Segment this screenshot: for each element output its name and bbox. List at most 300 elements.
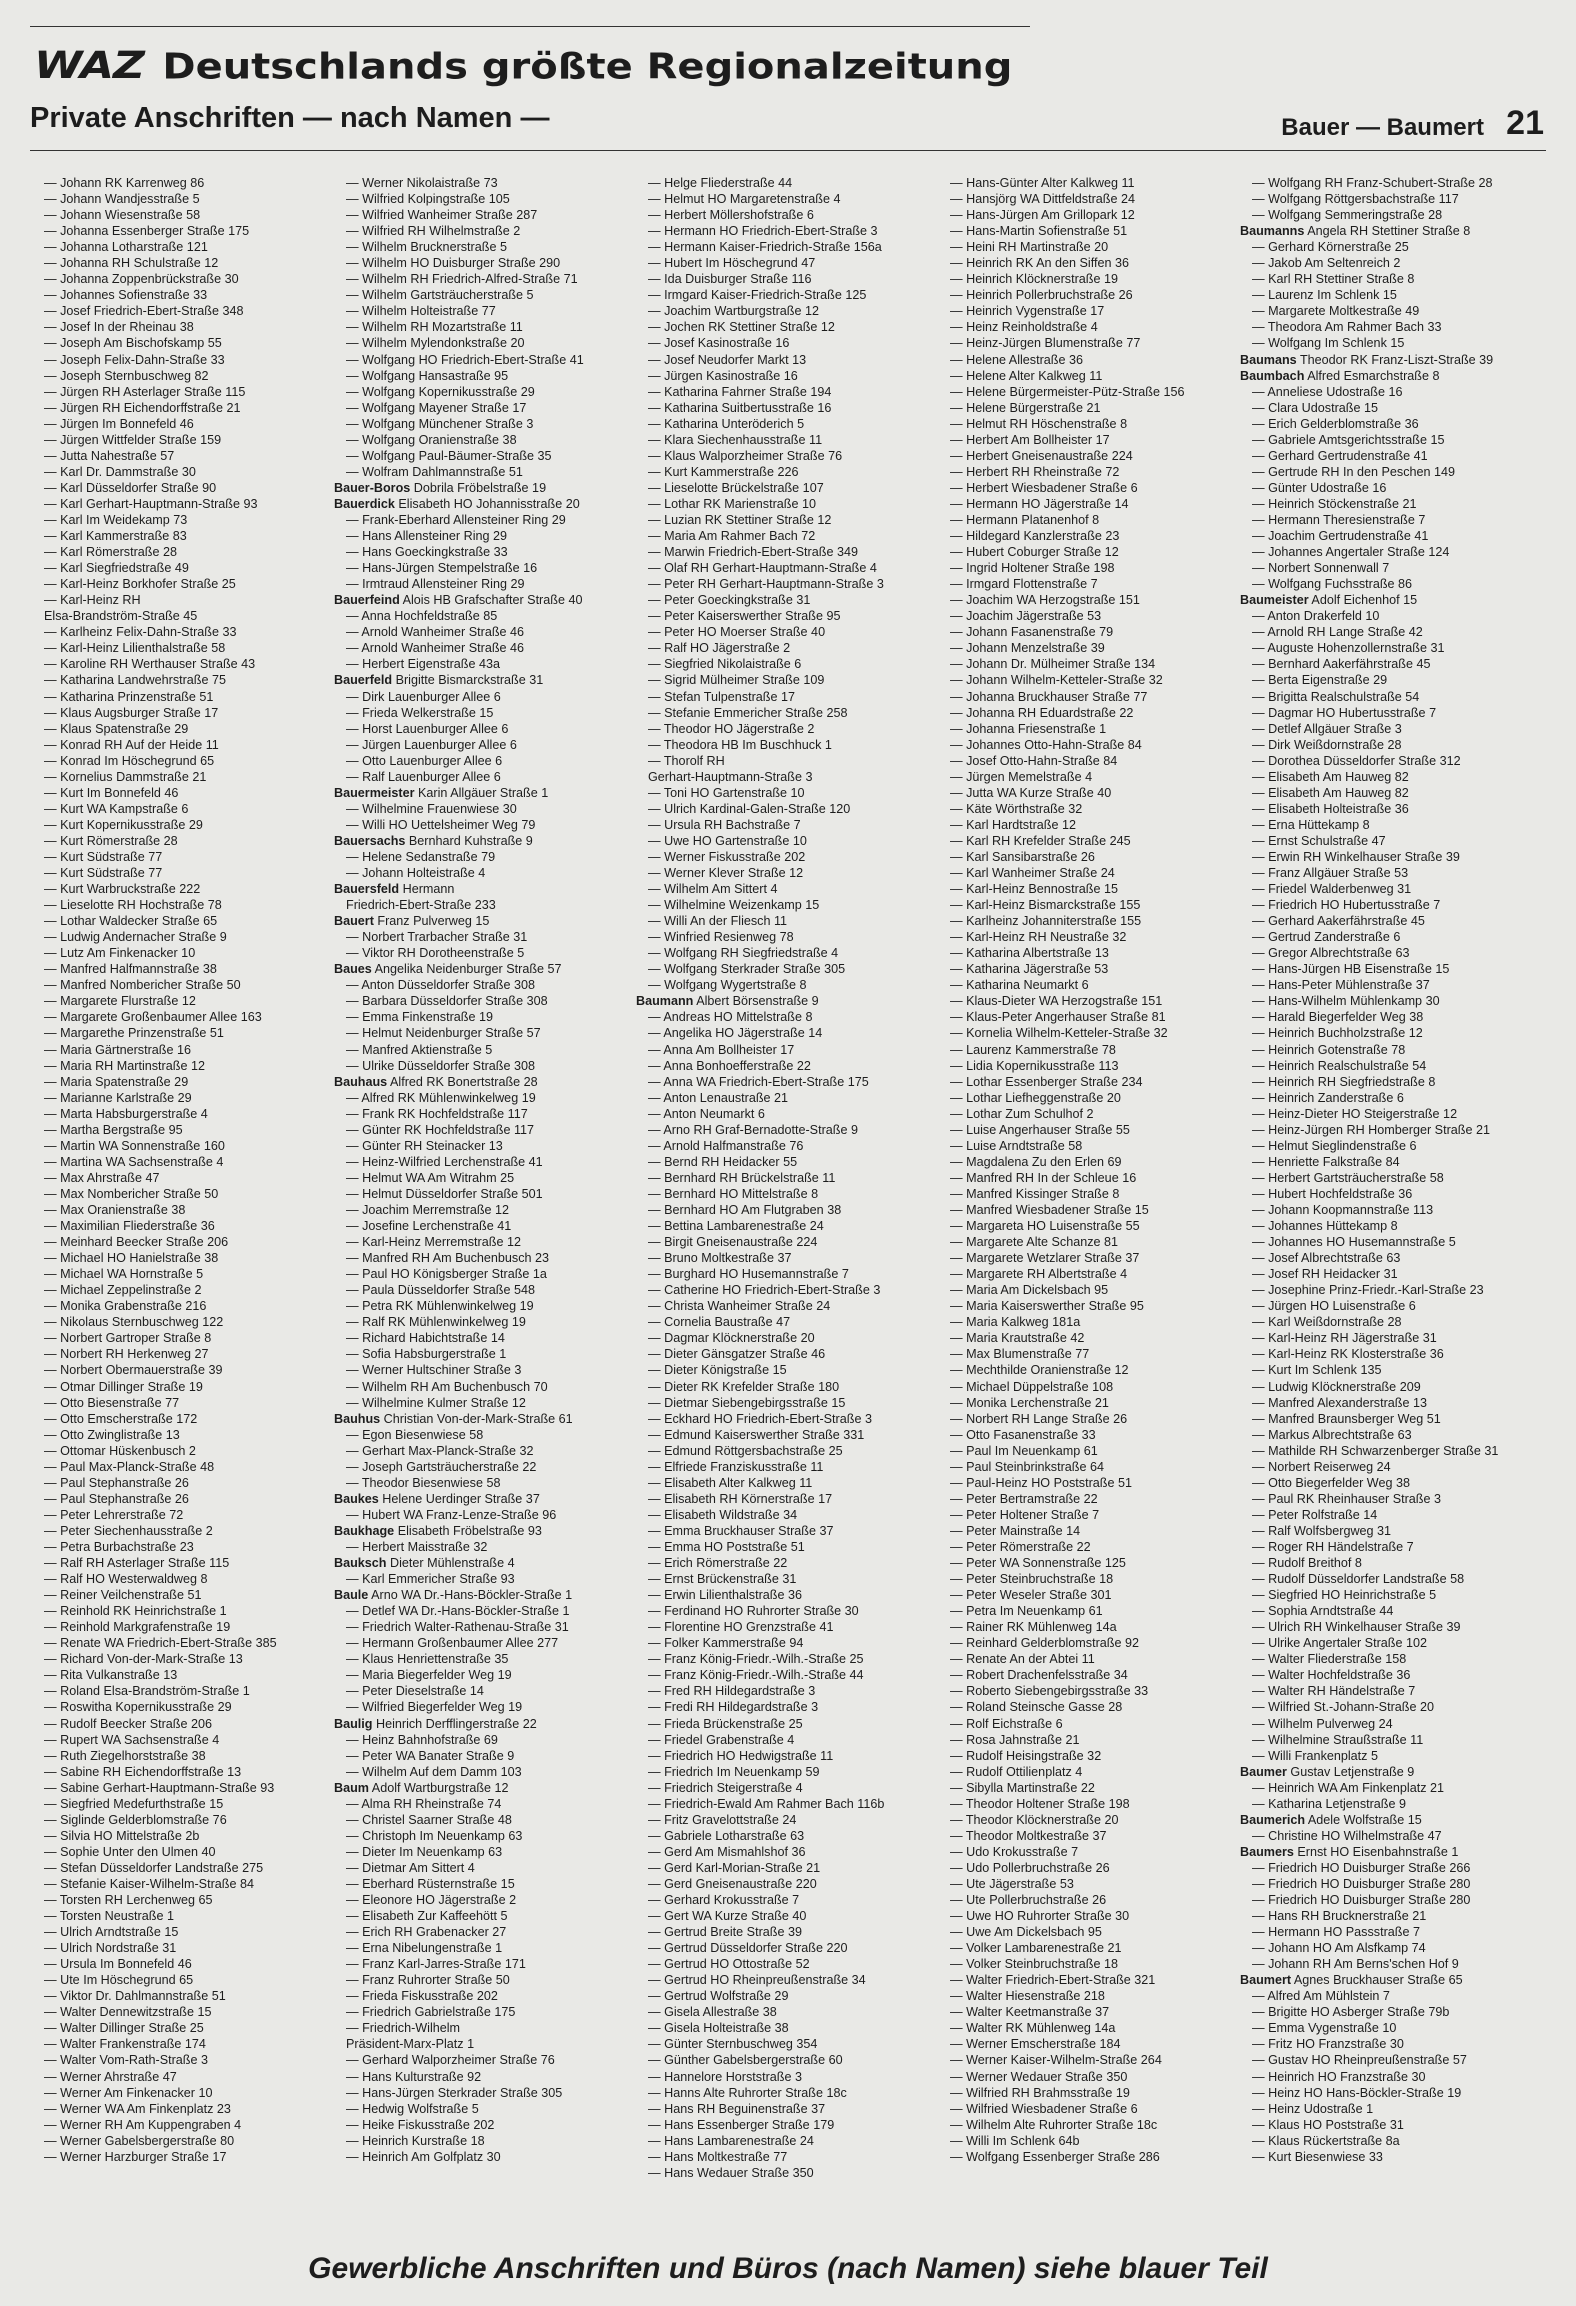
directory-entry: — Detlef WA Dr.-Hans-Böckler-Straße 1 xyxy=(346,1604,570,1619)
directory-entry xyxy=(1240,1812,1542,1828)
directory-entry: — Ernst Schulstraße 47 xyxy=(1252,833,1386,848)
directory-entry: — Johanna RH Eduardstraße 22 xyxy=(950,705,1134,720)
directory-entry: — Günther Gabelsbergerstraße 60 xyxy=(648,2053,843,2068)
directory-entry: — Irmgard Flottenstraße 7 xyxy=(950,577,1098,592)
surname-heading: Baumann xyxy=(636,994,694,1009)
surname-heading: Bauer-Boros xyxy=(334,480,411,495)
directory-entry: — Ralf Wolfsbergweg 31 xyxy=(1252,1523,1392,1538)
directory-entry: — Josef Kasinostraße 16 xyxy=(648,336,790,351)
directory-entry: — Ralf HO Westerwaldweg 8 xyxy=(44,1572,208,1587)
directory-entry: — Paula Düsseldorfer Straße 548 xyxy=(346,1283,535,1298)
directory-entry: — Katharina Suitbertusstraße 16 xyxy=(648,400,832,415)
directory-entry xyxy=(334,592,636,608)
directory-entry: — Mechthilde Oranienstraße 12 xyxy=(950,1363,1129,1378)
directory-entry: — Wilhelmine Straußstraße 11 xyxy=(1252,1732,1424,1747)
directory-entry: — Wilhelm RH Mozartstraße 11 xyxy=(346,320,523,335)
directory-entry: — Klaus Henriettenstraße 35 xyxy=(346,1652,509,1667)
directory-entry: — Ruth Ziegelhorststraße 38 xyxy=(44,1748,206,1763)
directory-entry: — Ottomar Hüskenbusch 2 xyxy=(44,1443,196,1458)
directory-entry: — Willi Im Schlenk 64b xyxy=(950,2133,1080,2148)
surname-heading: Baumert xyxy=(1240,1973,1292,1988)
directory-entry: — Wolfgang Münchener Straße 3 xyxy=(346,416,534,431)
directory-entry: — Katharina Jägerstraße 53 xyxy=(950,962,1109,977)
entry-text: Christian Von-der-Mark-Straße 61 xyxy=(380,1411,573,1426)
directory-entry: — Walter Hiesenstraße 218 xyxy=(950,1989,1105,2004)
directory-entry xyxy=(334,1411,636,1427)
surname-heading: Bauhaus xyxy=(334,1074,388,1089)
directory-entry: — Berta Eigenstraße 29 xyxy=(1252,673,1388,688)
directory-entry: — Volker Lambarenestraße 21 xyxy=(950,1941,1122,1956)
directory-entry: — Roberto Siebengebirgsstraße 33 xyxy=(950,1684,1149,1699)
entry-text: Gustav Letjenstraße 9 xyxy=(1286,1764,1415,1779)
surname-heading: Bauerdick xyxy=(334,496,395,511)
directory-entry: — Franz Karl-Jarres-Straße 171 xyxy=(346,1957,526,1972)
directory-entry: — Ute Im Höschegrund 65 xyxy=(44,1973,194,1988)
directory-entry: — Renate WA Friedrich-Ebert-Straße 385 xyxy=(44,1636,277,1651)
directory-entry: — Konrad Im Höschegrund 65 xyxy=(44,753,215,768)
directory-entry: — Theodor Biesenwiese 58 xyxy=(346,1475,501,1490)
directory-entry: — Katharina Albertstraße 13 xyxy=(950,946,1109,961)
directory-entry: — Irmtraud Allensteiner Ring 29 xyxy=(346,577,525,592)
directory-entry: — Friedrich-Ewald Am Rahmer Bach 116b xyxy=(648,1796,885,1811)
directory-entry xyxy=(334,1523,636,1539)
directory-entry xyxy=(334,496,636,512)
directory-entry: — Klaus Augsburger Straße 17 xyxy=(44,705,219,720)
directory-entry: — Detlef Allgäuer Straße 3 xyxy=(1252,721,1402,736)
directory-entry: — Margarete Alte Schanze 81 xyxy=(950,1235,1119,1250)
directory-entry: — Walter Keetmanstraße 37 xyxy=(950,2005,1110,2020)
directory-entry: — Joseph Sternbuschweg 82 xyxy=(44,368,209,383)
directory-entry: — Volker Steinbruchstraße 18 xyxy=(950,1957,1118,1972)
directory-entry: — Heinrich Stöckenstraße 21 xyxy=(1252,496,1417,511)
directory-entry: — Kurt Südstraße 77 xyxy=(44,849,163,864)
surname-heading: Bauermeister xyxy=(334,785,415,800)
directory-entry: — Heinz-Jürgen Blumenstraße 77 xyxy=(950,336,1141,351)
directory-entry: — Gertrud HO Ottostraße 52 xyxy=(648,1957,810,1972)
directory-entry: — Günter RH Steinacker 13 xyxy=(346,1138,503,1153)
directory-entry: — Lieselotte Brückelstraße 107 xyxy=(648,480,824,495)
directory-entry: — Roger RH Händelstraße 7 xyxy=(1252,1539,1414,1554)
directory-entry xyxy=(636,993,938,1009)
directory-entry: — Frieda Brückenstraße 25 xyxy=(648,1716,803,1731)
directory-entry: — Anton Düsseldorfer Straße 308 xyxy=(346,978,536,993)
directory-entry: — Angelika HO Jägerstraße 14 xyxy=(648,1026,823,1041)
directory-entry: — Heinrich RK An den Siffen 36 xyxy=(950,256,1129,271)
directory-entry: — Lothar Zum Schulhof 2 xyxy=(950,1106,1094,1121)
directory-entry: — Friedrich HO Duisburger Straße 280 xyxy=(1252,1876,1471,1891)
directory-entry: — Heinz-Wilfried Lerchenstraße 41 xyxy=(346,1154,543,1169)
directory-entry xyxy=(1240,1844,1542,1860)
directory-entry: — Herbert Am Bollheister 17 xyxy=(950,432,1110,447)
surname-heading: Baule xyxy=(334,1588,369,1603)
entry-text: Heinrich Derfflingerstraße 22 xyxy=(372,1716,537,1731)
directory-entry: — Manfred Kissinger Straße 8 xyxy=(950,1186,1120,1201)
directory-entry: — Wilhelm Auf dem Damm 103 xyxy=(346,1764,522,1779)
directory-entry: — Jakob Am Seltenreich 2 xyxy=(1252,256,1401,271)
directory-entry: — Norbert Gartroper Straße 8 xyxy=(44,1331,212,1346)
entry-text: Arno WA Dr.-Hans-Böckler-Straße 1 xyxy=(368,1588,573,1603)
directory-entry: — Helmut Sieglindenstraße 6 xyxy=(1252,1138,1417,1153)
directory-entry: — Jutta WA Kurze Straße 40 xyxy=(950,785,1112,800)
directory-entry: — Karl Kammerstraße 83 xyxy=(44,529,187,544)
directory-entry: — Klaus Walporzheimer Straße 76 xyxy=(648,448,843,463)
directory-entry: — Max Nombericher Straße 50 xyxy=(44,1186,219,1201)
directory-entry: — Paul Stephanstraße 26 xyxy=(44,1475,189,1490)
directory-entry: — Karlheinz Johanniterstraße 155 xyxy=(950,914,1142,929)
directory-entry: — Rudolf Heisingstraße 32 xyxy=(950,1748,1102,1763)
directory-entry: — Klaus-Peter Angerhauser Straße 81 xyxy=(950,1010,1166,1025)
directory-entry: — Jürgen RH Eichendorffstraße 21 xyxy=(44,400,241,415)
directory-entry: — Lothar RK Marienstraße 10 xyxy=(648,496,816,511)
directory-entry: — Werner Hultschiner Straße 3 xyxy=(346,1363,522,1378)
directory-entry: — Katharina Landwehrstraße 75 xyxy=(44,673,227,688)
directory-entry: — Erna Nibelungenstraße 1 xyxy=(346,1941,503,1956)
directory-entry: — Johannes Hüttekamp 8 xyxy=(1252,1219,1398,1234)
directory-entry: — Heinrich Zanderstraße 6 xyxy=(1252,1090,1404,1105)
directory-entry: — Karl Weißdornstraße 28 xyxy=(1252,1315,1402,1330)
directory-entry: — Kurt Südstraße 77 xyxy=(44,866,163,881)
directory-entry: — Michael HO Hanielstraße 38 xyxy=(44,1251,219,1266)
directory-entry: — Gertrud HO Rheinpreußenstraße 34 xyxy=(648,1973,866,1988)
directory-entry: — Bernhard Aakerfährstraße 45 xyxy=(1252,657,1431,672)
directory-entry: — Rupert WA Sachsenstraße 4 xyxy=(44,1732,220,1747)
directory-entry: — Margareta HO Luisenstraße 55 xyxy=(950,1219,1140,1234)
directory-entry: — Magdalena Zu den Erlen 69 xyxy=(950,1154,1122,1169)
directory-entry: — Werner Kaiser-Wilhelm-Straße 264 xyxy=(950,2053,1162,2068)
directory-entry: — Marwin Friedrich-Ebert-Straße 349 xyxy=(648,545,858,560)
directory-entry: — Karl Emmericher Straße 93 xyxy=(346,1572,515,1587)
directory-column xyxy=(938,175,1240,2225)
directory-entry: — Max Ahrstraße 47 xyxy=(44,1170,160,1185)
directory-entry: — Maria Gärtnerstraße 16 xyxy=(44,1042,191,1057)
directory-entry: — Wilfried Wiesbadener Straße 6 xyxy=(950,2101,1138,2116)
directory-entry: — Konrad RH Auf der Heide 11 xyxy=(44,737,219,752)
directory-column xyxy=(636,175,938,2225)
directory-entry: — Margarete Großenbaumer Allee 163 xyxy=(44,1010,262,1025)
directory-entry: — Joachim Gertrudenstraße 41 xyxy=(1252,529,1429,544)
directory-entry: — Peter Rolfstraße 14 xyxy=(1252,1507,1378,1522)
directory-entry: — Karl Im Weidekamp 73 xyxy=(44,512,188,527)
directory-entry: — Gisela Holteistraße 38 xyxy=(648,2021,789,2036)
directory-entry xyxy=(1240,352,1542,368)
directory-entry: — Josef Albrechtstraße 63 xyxy=(1252,1251,1401,1266)
directory-entry: — Johann Dr. Mülheimer Straße 134 xyxy=(950,657,1156,672)
directory-entry: — Margarete Flurstraße 12 xyxy=(44,994,196,1009)
directory-entry: — Karl Gerhart-Hauptmann-Straße 93 xyxy=(44,496,258,511)
directory-entry: — Rosa Jahnstraße 21 xyxy=(950,1732,1080,1747)
directory-entry: — Horst Lauenburger Allee 6 xyxy=(346,721,509,736)
directory-entry: — Herbert Möllershofstraße 6 xyxy=(648,208,814,223)
directory-entry: — Jürgen Im Bonnefeld 46 xyxy=(44,416,194,431)
directory-entry: — Friedrich Walter-Rathenau-Straße 31 xyxy=(346,1620,569,1635)
directory-entry: — Günter RK Hochfeldstraße 117 xyxy=(346,1122,535,1137)
directory-entry: — Hubert WA Franz-Lenze-Straße 96 xyxy=(346,1507,557,1522)
directory-entry: — Elisabeth Zur Kaffeehött 5 xyxy=(346,1909,508,1924)
directory-entry: — Jürgen HO Luisenstraße 6 xyxy=(1252,1299,1416,1314)
directory-entry xyxy=(334,672,636,688)
directory-entry: — Burghard HO Husemannstraße 7 xyxy=(648,1267,849,1282)
directory-entry: — Johanna Bruckhauser Straße 77 xyxy=(950,689,1148,704)
directory-entry: — Hildegard Kanzlerstraße 23 xyxy=(950,529,1120,544)
surname-heading: Baum xyxy=(334,1780,369,1795)
entry-text: Dieter Mühlenstraße 4 xyxy=(386,1556,515,1571)
directory-entry: — Uwe HO Gartenstraße 10 xyxy=(648,833,807,848)
directory-entry: — Josef In der Rheinau 38 xyxy=(44,320,194,335)
directory-entry: — Anton Drakerfeld 10 xyxy=(1252,609,1380,624)
directory-entry: — Maria Am Dickelsbach 95 xyxy=(950,1283,1109,1298)
directory-entry: — Hubert Coburger Straße 12 xyxy=(950,545,1119,560)
directory-entry: — Lothar Liefheggenstraße 20 xyxy=(950,1090,1121,1105)
directory-entry: — Anneliese Udostraße 16 xyxy=(1252,384,1403,399)
directory-entry: — Hans-Jürgen Am Grillopark 12 xyxy=(950,208,1135,223)
directory-entry: Gerhart-Hauptmann-Straße 3 xyxy=(648,769,813,784)
directory-entry: — Paul HO Königsberger Straße 1a xyxy=(346,1267,547,1282)
directory-entry: — Erna Hüttekamp 8 xyxy=(1252,817,1370,832)
directory-entry: — Wolfgang Paul-Bäumer-Straße 35 xyxy=(346,448,552,463)
directory-entry: — Martha Bergstraße 95 xyxy=(44,1122,183,1137)
directory-entry xyxy=(1240,1764,1542,1780)
directory-entry: — Otto Biesenstraße 77 xyxy=(44,1395,180,1410)
directory-entry: — Katharina Unteröderich 5 xyxy=(648,416,805,431)
directory-entry: — Margarethe Prinzenstraße 51 xyxy=(44,1026,224,1041)
directory-entry: — Heinrich Am Golfplatz 30 xyxy=(346,2149,501,2164)
directory-entry: — Siegfried Medefurthstraße 15 xyxy=(44,1796,224,1811)
directory-entry: — Eberhard Rüsternstraße 15 xyxy=(346,1876,515,1891)
directory-entry: — Wolfgang Essenberger Straße 286 xyxy=(950,2149,1160,2164)
directory-entry: — Michael Düppelstraße 108 xyxy=(950,1379,1114,1394)
directory-entry: — Hans Goeckingkstraße 33 xyxy=(346,545,508,560)
directory-entry: — Anton Lenaustraße 21 xyxy=(648,1090,789,1105)
directory-entry: — Kurt WA Kampstraße 6 xyxy=(44,801,189,816)
directory-entry: — Hans Lambarenestraße 24 xyxy=(648,2133,814,2148)
directory-entry: — Auguste Hohenzollernstraße 31 xyxy=(1252,641,1445,656)
directory-entry: — Jürgen RH Asterlager Straße 115 xyxy=(44,384,246,399)
directory-entry: — Werner Gabelsbergerstraße 80 xyxy=(44,2133,235,2148)
directory-entry: — Heinz Bahnhofstraße 69 xyxy=(346,1732,498,1747)
directory-entry: — Fritz Gravelottstraße 24 xyxy=(648,1812,797,1827)
directory-entry: — Gerd Am Mismahlshof 36 xyxy=(648,1844,806,1859)
entry-text: Alois HB Grafschafter Straße 40 xyxy=(399,593,583,608)
directory-entry: — Hans-Jürgen Sterkrader Straße 305 xyxy=(346,2085,563,2100)
directory-entry: — Margarete Wetzlarer Straße 37 xyxy=(950,1251,1140,1266)
directory-entry: — Otto Fasanenstraße 33 xyxy=(950,1427,1096,1442)
directory-entry: — Friedrich-Wilhelm xyxy=(346,2021,461,2036)
directory-entry: — Hedwig Wolfstraße 5 xyxy=(346,2101,479,2116)
directory-entry: — Kurt Kammerstraße 226 xyxy=(648,464,799,479)
entry-text: Hermann xyxy=(399,882,455,897)
directory-entry: — Max Blumenstraße 77 xyxy=(950,1347,1090,1362)
directory-entry: — Dagmar Klöcknerstraße 20 xyxy=(648,1331,815,1346)
directory-entry: — Norbert RH Herkenweg 27 xyxy=(44,1347,209,1362)
directory-entry: — Fredi RH Hildegardstraße 3 xyxy=(648,1700,819,1715)
directory-entry: — Theodora Am Rahmer Bach 33 xyxy=(1252,320,1442,335)
surname-heading: Baukhage xyxy=(334,1523,395,1538)
entry-text: Theodor RK Franz-Liszt-Straße 39 xyxy=(1296,352,1494,367)
directory-entry: — Ralf HO Jägerstraße 2 xyxy=(648,641,791,656)
directory-entry: — Michael WA Hornstraße 5 xyxy=(44,1267,204,1282)
directory-entry: — Heinrich RH Siegfriedstraße 8 xyxy=(1252,1074,1436,1089)
directory-entry: — Walter Hochfeldstraße 36 xyxy=(1252,1668,1411,1683)
directory-entry: — Rudolf Breithof 8 xyxy=(1252,1556,1362,1571)
directory-entry: — Kurt Warbruckstraße 222 xyxy=(44,882,201,897)
directory-entry: — Brigitte HO Asberger Straße 79b xyxy=(1252,2005,1450,2020)
directory-entry: — Walter Friedrich-Ebert-Straße 321 xyxy=(950,1973,1156,1988)
directory-entry: — Gerhard Aakerfährstraße 45 xyxy=(1252,914,1425,929)
directory-entry: — Rudolf Düsseldorfer Landstraße 58 xyxy=(1252,1572,1465,1587)
directory-entry: — Ulrich Kardinal-Galen-Straße 120 xyxy=(648,801,851,816)
directory-entry: — Rolf Eichstraße 6 xyxy=(950,1716,1063,1731)
directory-entry: — Arnold RH Lange Straße 42 xyxy=(1252,625,1423,640)
directory-entry: — Toni HO Gartenstraße 10 xyxy=(648,785,805,800)
directory-entry: — Anna Bonhoefferstraße 22 xyxy=(648,1058,811,1073)
directory-entry: — Herbert Gneisenaustraße 224 xyxy=(950,448,1133,463)
entry-text: Angela RH Stettiner Straße 8 xyxy=(1304,224,1471,239)
directory-entry: — Peter RH Gerhart-Hauptmann-Straße 3 xyxy=(648,577,884,592)
directory-entry: — Helene Bürgerstraße 21 xyxy=(950,400,1101,415)
directory-column xyxy=(334,175,636,2225)
directory-entry: — Norbert Trarbacher Straße 31 xyxy=(346,930,528,945)
directory-entry: — Luise Angerhauser Straße 55 xyxy=(950,1122,1130,1137)
section-header xyxy=(30,102,1544,146)
directory-entry: — Thorolf RH xyxy=(648,753,725,768)
directory-entry xyxy=(334,961,636,977)
entry-text: Elisabeth HO Johannisstraße 20 xyxy=(394,496,580,511)
directory-entry: — Gerhart Max-Planck-Straße 32 xyxy=(346,1443,534,1458)
directory-entry: — Wolfgang Oranienstraße 38 xyxy=(346,432,517,447)
directory-entry: — Siegfried Nikolaistraße 6 xyxy=(648,657,802,672)
directory-entry: — Bernd RH Heidacker 55 xyxy=(648,1154,798,1169)
directory-entry: — Heinz HO Hans-Böckler-Straße 19 xyxy=(1252,2085,1462,2100)
surname-heading: Baumer xyxy=(1240,1764,1287,1779)
directory-entry: — Heinrich Buchholzstraße 12 xyxy=(1252,1026,1423,1041)
directory-entry: — Theodor Moltkestraße 37 xyxy=(950,1828,1107,1843)
directory-entry: — Hermann HO Passstraße 7 xyxy=(1252,1925,1420,1940)
directory-entry: — Werner Harzburger Straße 17 xyxy=(44,2149,227,2164)
directory-entry xyxy=(334,1587,636,1603)
entry-text: Adolf Wartburgstraße 12 xyxy=(369,1780,509,1795)
directory-entry: — Brigitta Realschulstraße 54 xyxy=(1252,689,1420,704)
newspaper-logo: WAZ xyxy=(34,43,144,88)
directory-entry: — Dagmar HO Hubertusstraße 7 xyxy=(1252,705,1437,720)
directory-entry: — Theodor Holtener Straße 198 xyxy=(950,1796,1130,1811)
directory-entry: — Florentine HO Grenzstraße 41 xyxy=(648,1620,834,1635)
directory-entry: — Walter Frankenstraße 174 xyxy=(44,2037,206,2052)
directory-entry xyxy=(334,1780,636,1796)
directory-entry: — Karl RH Krefelder Straße 245 xyxy=(950,833,1131,848)
directory-entry: — Joseph Gartsträucherstraße 22 xyxy=(346,1459,537,1474)
directory-entry: — Eckhard HO Friedrich-Ebert-Straße 3 xyxy=(648,1411,872,1426)
directory-entry: — Joachim Merremstraße 12 xyxy=(346,1203,510,1217)
directory-entry: — Gertrude RH In den Peschen 149 xyxy=(1252,464,1456,479)
directory-entry xyxy=(334,1716,636,1732)
directory-entry: — Katharina Letjenstraße 9 xyxy=(1252,1796,1407,1811)
directory-entry: — Dieter Königstraße 15 xyxy=(648,1363,787,1378)
directory-entry: — Manfred Alexanderstraße 13 xyxy=(1252,1395,1428,1410)
surname-heading: Baumbach xyxy=(1240,368,1305,383)
directory-entry: — Klaus Spatenstraße 29 xyxy=(44,721,189,736)
directory-entry: — Johannes HO Husemannstraße 5 xyxy=(1252,1235,1456,1250)
directory-entry: — Ulrich RH Winkelhauser Straße 39 xyxy=(1252,1620,1461,1635)
entry-text: Alfred RK Bonertstraße 28 xyxy=(387,1074,538,1089)
surname-heading: Baumanns xyxy=(1240,224,1305,239)
directory-entry: — Ralf RK Mühlenwinkelweg 19 xyxy=(346,1315,526,1330)
directory-entry: — Arnold Wanheimer Straße 46 xyxy=(346,641,525,656)
directory-entry: — Lutz Am Finkenacker 10 xyxy=(44,946,196,961)
directory-entry: — Winfried Resienweg 78 xyxy=(648,930,794,945)
directory-entry: — Wolfgang Hansastraße 95 xyxy=(346,368,509,383)
directory-entry: — Johanna RH Schulstraße 12 xyxy=(44,256,219,271)
directory-entry: — Heinrich Klöcknerstraße 19 xyxy=(950,272,1118,287)
directory-entry: — Norbert RH Lange Straße 26 xyxy=(950,1411,1128,1426)
directory-entry: — Michael Zeppelinstraße 2 xyxy=(44,1283,202,1298)
directory-entry: — Ralf RH Asterlager Straße 115 xyxy=(44,1556,230,1571)
directory-entry: — Ulrich Arndtstraße 15 xyxy=(44,1925,179,1940)
directory-entry: — Gertrud Düsseldorfer Straße 220 xyxy=(648,1941,848,1956)
directory-entry: — Franz Ruhrorter Straße 50 xyxy=(346,1973,510,1988)
directory-entry: — Manfred Braunsberger Weg 51 xyxy=(1252,1411,1441,1426)
directory-entry: — Margarete Moltkestraße 49 xyxy=(1252,304,1420,319)
directory-entry: — Maria Am Rahmer Bach 72 xyxy=(648,529,816,544)
directory-entry: — Lothar Waldecker Straße 65 xyxy=(44,914,218,929)
directory-entry: — Jutta Nahestraße 57 xyxy=(44,448,175,463)
directory-entry: — Martin WA Sonnenstraße 160 xyxy=(44,1138,225,1153)
directory-entry: — Wilfried St.-Johann-Straße 20 xyxy=(1252,1700,1434,1715)
directory-entry: — Marianne Karlstraße 29 xyxy=(44,1090,192,1105)
directory-entry: — Gerhard Walporzheimer Straße 76 xyxy=(346,2053,555,2068)
top-rule xyxy=(30,26,1030,27)
directory-entry: — Ferdinand HO Ruhrorter Straße 30 xyxy=(648,1604,859,1619)
directory-entry: — Petra Im Neuenkamp 61 xyxy=(950,1604,1103,1619)
directory-entry: — Barbara Düsseldorfer Straße 308 xyxy=(346,994,548,1009)
directory-entry: — Ursula RH Bachstraße 7 xyxy=(648,817,801,832)
directory-entry: — Wolfgang RH Franz-Schubert-Straße 28 xyxy=(1252,176,1493,190)
directory-entry: — Hermann Großenbaumer Allee 277 xyxy=(346,1636,559,1651)
directory-entry: — Gabriele Lotharstraße 63 xyxy=(648,1828,805,1843)
directory-entry: — Karl-Heinz Bennostraße 15 xyxy=(950,882,1118,897)
directory-entry: — Hans-Wilhelm Mühlenkamp 30 xyxy=(1252,994,1440,1009)
directory-entry: — Gerd Gneisenaustraße 220 xyxy=(648,1876,817,1891)
directory-entry: — Erwin RH Winkelhauser Straße 39 xyxy=(1252,849,1460,864)
directory-entry: — Paul Im Neuenkamp 61 xyxy=(950,1443,1098,1458)
directory-entry: — Friedrich Gabrielstraße 175 xyxy=(346,2005,516,2020)
surname-heading: Bauerfeld xyxy=(334,673,393,688)
directory-entry: — Silvia HO Mittelstraße 2b xyxy=(44,1828,200,1843)
directory-entry: — Karl Wanheimer Straße 24 xyxy=(950,866,1115,881)
directory-entry: — Alfred RK Mühlenwinkelweg 19 xyxy=(346,1090,536,1105)
directory-entry: — Friedrich Im Neuenkamp 59 xyxy=(648,1764,820,1779)
directory-entry: — Ulrike Düsseldorfer Straße 308 xyxy=(346,1058,535,1073)
directory-entry: — Peter WA Banater Straße 9 xyxy=(346,1748,515,1763)
directory-entry: — Reinhard Gelderblomstraße 92 xyxy=(950,1636,1139,1651)
directory-entry: — Johannes Otto-Hahn-Straße 84 xyxy=(950,737,1142,752)
directory-entry: — Roswitha Kopernikusstraße 29 xyxy=(44,1700,232,1715)
directory-entry: — Bernhard RH Brückelstraße 11 xyxy=(648,1170,836,1185)
directory-entry: — Lieselotte RH Hochstraße 78 xyxy=(44,898,222,913)
directory-entry: — Edmund Röttgersbachstraße 25 xyxy=(648,1443,843,1458)
directory-entry: — Ute Pollerbruchstraße 26 xyxy=(950,1893,1107,1908)
directory-entry: — Richard Von-der-Mark-Straße 13 xyxy=(44,1652,243,1667)
directory-entry: — Lidia Kopernikusstraße 113 xyxy=(950,1058,1119,1073)
directory-entry xyxy=(334,1074,636,1090)
directory-entry: — Emma Bruckhauser Straße 37 xyxy=(648,1523,834,1538)
directory-entry: — Ulrike Angertaler Straße 102 xyxy=(1252,1636,1427,1651)
directory-entry: — Otto Lauenburger Allee 6 xyxy=(346,753,503,768)
entry-text: Helene Uerdinger Straße 37 xyxy=(378,1491,540,1506)
directory-entry: — Christa Wanheimer Straße 24 xyxy=(648,1299,831,1314)
directory-entry: — Dietmar Am Sittert 4 xyxy=(346,1860,475,1875)
directory-entry: — Paul Steinbrinkstraße 64 xyxy=(950,1459,1104,1474)
directory-entry: — Hermann HO Friedrich-Ebert-Straße 3 xyxy=(648,224,878,239)
